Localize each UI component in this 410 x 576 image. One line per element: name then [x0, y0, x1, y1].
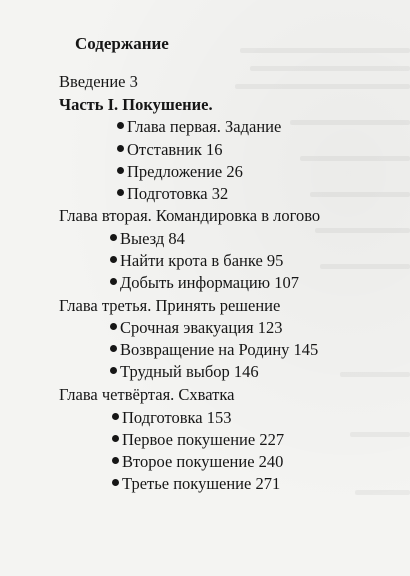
toc-entry	[112, 408, 231, 428]
bullet-icon	[117, 167, 124, 174]
toc-entry	[110, 229, 185, 249]
entry-label: Добыть информацию 107	[120, 273, 299, 292]
bullet-icon	[110, 256, 117, 263]
bullet-icon	[110, 323, 117, 330]
bullet-icon	[117, 145, 124, 152]
entry-label: Второе покушение 240	[122, 452, 284, 471]
entry-label: Срочная эвакуация 123	[120, 318, 283, 337]
chapter-title: Глава первая. Задание	[127, 117, 282, 136]
entry-label: Найти крота в банке 95	[120, 251, 284, 270]
toc-entry	[110, 318, 283, 338]
toc-chapter-3: Глава третья. Принять решение	[59, 296, 281, 315]
bleed-through-line	[240, 48, 410, 53]
entry-label: Выезд 84	[120, 229, 185, 248]
bleed-through-line	[320, 264, 410, 269]
entry-label: Отставник 16	[127, 140, 223, 159]
toc-entry	[117, 140, 222, 160]
bleed-through-line	[350, 432, 410, 437]
bullet-icon	[110, 345, 117, 352]
bleed-through-line	[235, 84, 410, 89]
entry-label: Предложение 26	[127, 162, 243, 181]
entry-label: Подготовка 153	[122, 408, 232, 427]
entry-label: Первое покушение 227	[122, 430, 285, 449]
bleed-through-line	[310, 192, 410, 197]
entry-label: Третье покушение 271	[122, 474, 281, 493]
bleed-through-line	[340, 372, 410, 377]
bullet-icon	[110, 234, 117, 241]
toc-entry	[110, 362, 259, 382]
bullet-icon	[112, 479, 119, 486]
toc-intro: Введение 3	[59, 72, 138, 91]
toc-heading: Содержание	[75, 34, 169, 53]
toc-entry	[110, 273, 299, 293]
toc-part-title: Часть I. Покушение.	[59, 95, 213, 114]
toc-entry	[117, 162, 243, 182]
toc-chapter-2: Глава вторая. Командировка в логово	[59, 206, 321, 225]
bleed-through-line	[250, 66, 410, 71]
toc-chapter-4: Глава четвёртая. Схватка	[59, 385, 235, 404]
bullet-icon	[110, 278, 117, 285]
toc-entry	[110, 251, 283, 271]
bullet-icon	[112, 413, 119, 420]
entry-label: Трудный выбор 146	[120, 362, 259, 381]
bleed-through-line	[355, 490, 410, 495]
toc-entry	[112, 474, 280, 494]
bullet-icon	[110, 367, 117, 374]
bullet-icon	[112, 435, 119, 442]
bullet-icon	[117, 189, 124, 196]
bullet-icon	[117, 122, 124, 129]
bleed-through-line	[290, 120, 410, 125]
toc-chapter-1	[117, 117, 281, 137]
bleed-through-line	[315, 228, 410, 233]
bleed-through-line	[300, 156, 410, 161]
entry-label: Возвращение на Родину 145	[120, 340, 319, 359]
entry-label: Подготовка 32	[127, 184, 229, 203]
bullet-icon	[112, 457, 119, 464]
toc-entry	[110, 340, 318, 360]
toc-entry	[112, 452, 283, 472]
toc-entry	[117, 184, 228, 204]
toc-entry	[112, 430, 284, 450]
